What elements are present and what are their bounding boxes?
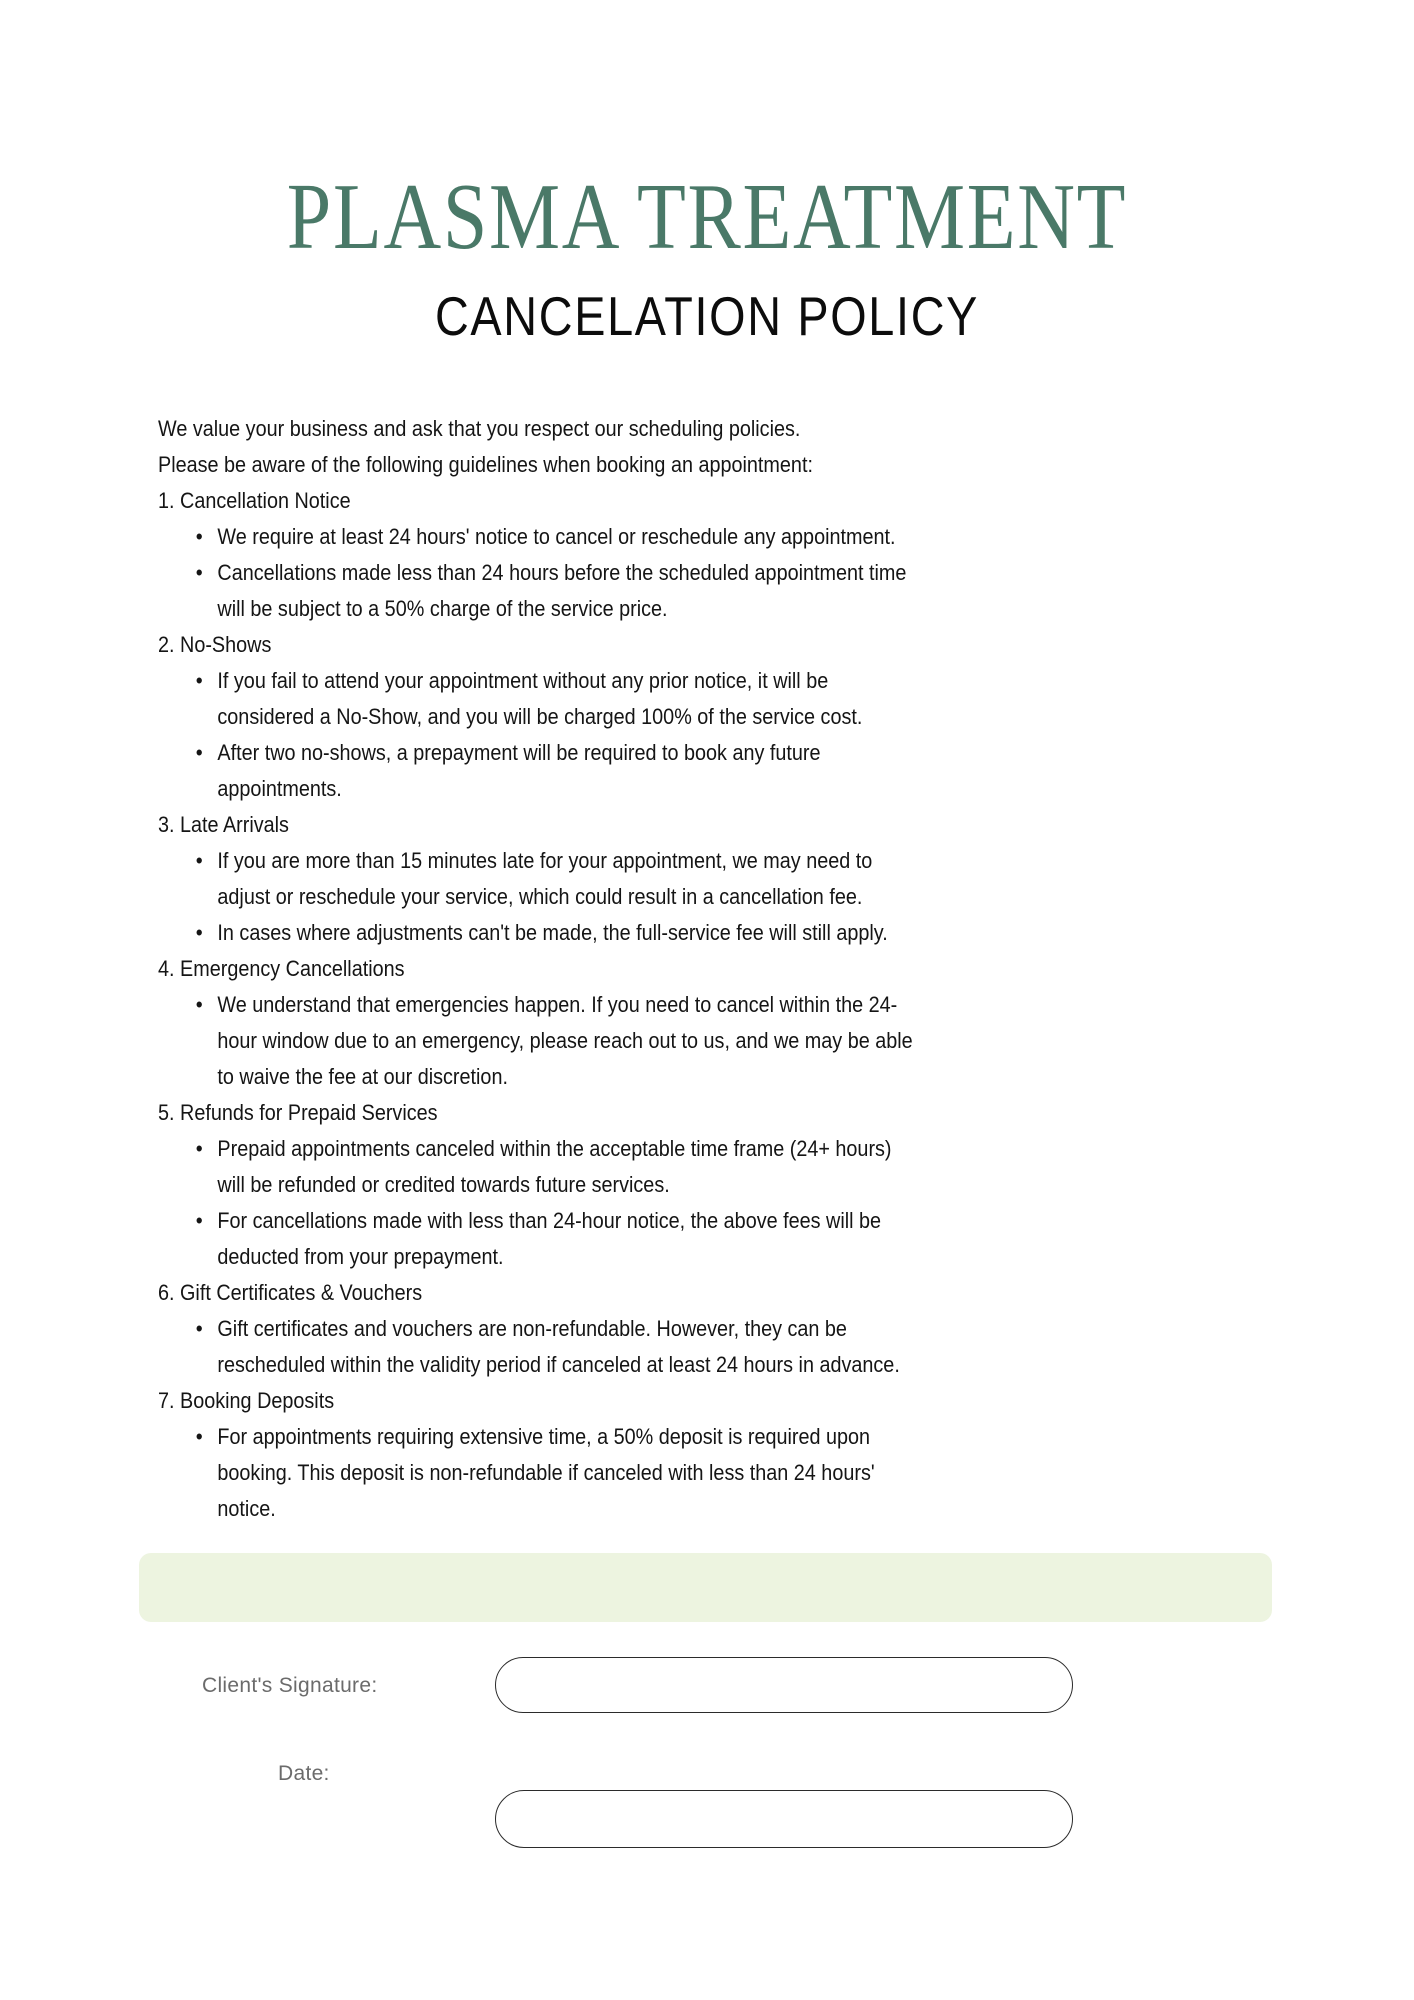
bullet-text: Cancellations made less than 24 hours before the scheduled appointment time [217,560,907,585]
client-signature-input[interactable] [495,1657,1073,1713]
bullet-item [158,519,1022,555]
bullet-text-continuation: will be subject to a 50% charge of the service price. [217,596,668,621]
bullet-text: We understand that emergencies happen. If you need to cancel within the 24- [217,992,898,1017]
bullet-icon: • [195,992,203,1017]
bullet-text: For appointments requiring extensive time, a 50% deposit is required upon [217,1424,871,1449]
bullet-icon: • [195,1136,203,1161]
bullet-icon: • [195,848,203,873]
intro-line: Please be aware of the following guidelines when booking an appointment: [158,452,813,477]
section-heading: 1. Cancellation Notice [158,488,351,513]
section-heading: 2. No-Shows [158,632,272,657]
bullet-text: In cases where adjustments can't be made, the full-service fee will still apply. [217,920,888,945]
bullet-icon: • [195,920,203,945]
bullet-item [158,915,1022,951]
bullet-text-continuation: notice. [217,1496,276,1521]
bullet-text-continuation: considered a No-Show, and you will be charged 100% of the service cost. [217,704,863,729]
policy-body [158,411,1022,1527]
bullet-text-continuation: adjust or reschedule your service, which could result in a cancellation fee. [217,884,863,909]
client-signature-label: Client's Signature: [202,1674,378,1697]
bullet-text-continuation: will be refunded or credited towards future services. [217,1172,670,1197]
bullet-text-continuation: appointments. [217,776,342,801]
bullet-item [158,555,1022,591]
bullet-icon: • [195,524,203,549]
date-label: Date: [278,1762,330,1785]
bullet-item [158,1419,1022,1455]
bullet-item [158,843,1022,879]
page-subtitle: CANCELATION POLICY [434,285,980,347]
highlight-bar [139,1553,1272,1622]
bullet-icon: • [195,1316,203,1341]
section-heading: 6. Gift Certificates & Vouchers [158,1280,423,1305]
bullet-text: If you are more than 15 minutes late for your appointment, we may need to [217,848,873,873]
section-heading: 3. Late Arrivals [158,812,289,837]
bullet-item [158,1311,1022,1347]
bullet-text-continuation: booking. This deposit is non-refundable if canceled with less than 24 hours' [217,1460,875,1485]
bullet-text: After two no-shows, a prepayment will be required to book any future [217,740,821,765]
bullet-item [158,735,1022,771]
bullet-text-continuation: deducted from your prepayment. [217,1244,504,1269]
date-input[interactable] [495,1790,1073,1848]
bullet-icon: • [195,1208,203,1233]
section-heading: 5. Refunds for Prepaid Services [158,1100,438,1125]
bullet-item [158,1131,1022,1167]
bullet-text: We require at least 24 hours' notice to cancel or reschedule any appointment. [217,524,896,549]
bullet-icon: • [195,1424,203,1449]
bullet-icon: • [195,668,203,693]
policy-sections [158,483,1022,1527]
bullet-item [158,1203,1022,1239]
bullet-item [158,663,1022,699]
bullet-icon: • [195,740,203,765]
bullet-icon: • [195,560,203,585]
intro-line: We value your business and ask that you respect our scheduling policies. [158,416,801,441]
section-heading: 7. Booking Deposits [158,1388,335,1413]
section-heading: 4. Emergency Cancellations [158,956,405,981]
bullet-text-continuation: to waive the fee at our discretion. [217,1064,508,1089]
bullet-text-continuation: rescheduled within the validity period if canceled at least 24 hours in advance. [217,1352,900,1377]
bullet-text-continuation: hour window due to an emergency, please reach out to us, and we may be able [217,1028,913,1053]
page-title: PLASMA TREATMENT [286,165,1128,269]
bullet-item [158,987,1022,1023]
bullet-text: Prepaid appointments canceled within the acceptable time frame (24+ hours) [217,1136,892,1161]
bullet-text: For cancellations made with less than 24-hour notice, the above fees will be [217,1208,882,1233]
bullet-text: Gift certificates and vouchers are non-refundable. However, they can be [217,1316,847,1341]
bullet-text: If you fail to attend your appointment without any prior notice, it will be [217,668,829,693]
